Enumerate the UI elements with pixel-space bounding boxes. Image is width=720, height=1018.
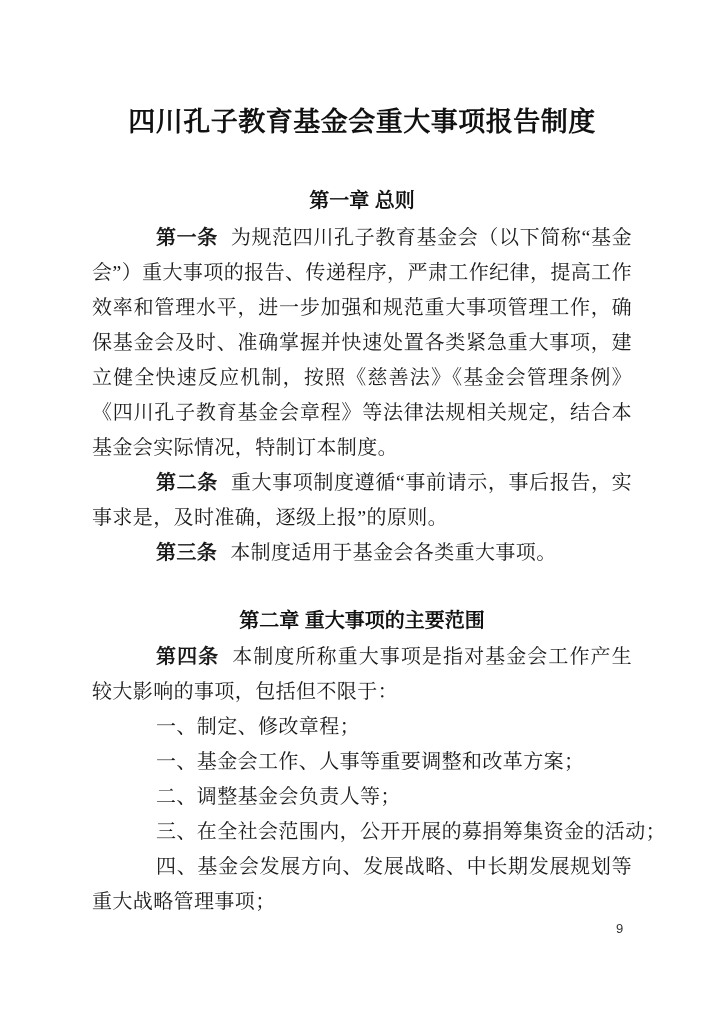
article-4-label: 第四条 [156, 646, 220, 668]
document-title: 四川孔子教育基金会重大事项报告制度 [128, 107, 596, 137]
article-4-text: 本制度所称重大事项是指对基金会工作产生较大影响的事项，包括但不限于： [92, 646, 632, 703]
list-item-2: 一、基金会工作、人事等重要调整和改革方案； [156, 751, 585, 773]
article-3 [92, 536, 632, 571]
page-number: 9 [616, 921, 624, 936]
article-3-text: 本制度适用于基金会各类重大事项。 [230, 542, 557, 564]
chapter-2-heading: 第二章 重大事项的主要范围 [239, 610, 485, 632]
article-4 [92, 640, 632, 710]
article-2-text: 重大事项制度遵循“事前请示，事后报告，实事求是，及时准确，逐级上报”的原则。 [92, 472, 632, 529]
article-3-label: 第三条 [156, 542, 218, 564]
list-item-3: 二、调整基金会负责人等； [156, 786, 401, 808]
list-item-1: 一、制定、修改章程； [156, 716, 360, 738]
list-item-5: 四、基金会发展方向、发展战略、中长期发展规划等重大战略管理事项； [92, 856, 632, 913]
article-2 [92, 466, 632, 536]
chapter-1-heading: 第一章 总则 [309, 190, 415, 212]
list-item-4: 三、在全社会范围内，公开开展的募捐筹集资金的活动； [156, 821, 666, 843]
article-1-label: 第一条 [156, 227, 218, 249]
article-2-label: 第二条 [156, 472, 218, 494]
article-1 [92, 221, 632, 466]
article-1-text: 为规范四川孔子教育基金会（以下简称“基金会”）重大事项的报告、传递程序，严肃工作纪律，提高工作效率和管理水平，进一步加强和规范重大事项管理工作，确保基金会及时、准确掌握并快速处置各类紧急重大事项，建立健全快速反应机制，按照《慈善法》《基金会管理条例》《四川孔子教育基金会章程》等法律法规相关规定，结合本基金会实际情况，特制订本制度。 [92, 227, 632, 459]
